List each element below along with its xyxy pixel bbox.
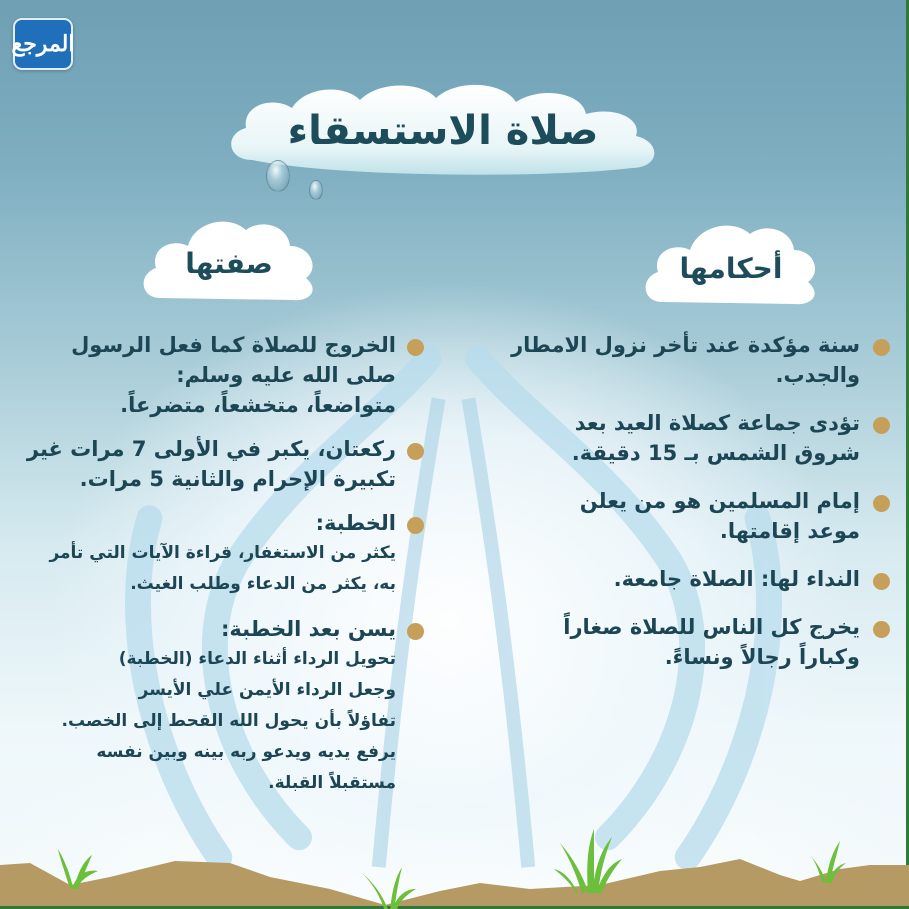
section-heading-right: أحكامها — [679, 251, 783, 285]
item-text: إمام المسلمين هو من يعلن — [579, 489, 860, 513]
item-text: صلى الله عليه وسلم: — [176, 363, 396, 387]
item-text: سنة مؤكدة عند تأخر نزول الامطار — [511, 333, 860, 357]
bullet-dot-icon — [873, 495, 890, 512]
ground-illustration — [0, 819, 909, 909]
section-heading-left: صفتها — [185, 246, 273, 280]
item-text: وكباراً رجالاً ونساءً. — [664, 645, 860, 669]
item-text: يرفع يديه ويدعو ربه بينه وبين نفسه — [96, 742, 396, 762]
list-item — [450, 330, 860, 390]
bullet-dot-icon — [407, 623, 424, 640]
item-text: يكثر من الاستغفار، قراءة الآيات التي تأمر — [49, 543, 396, 563]
item-text: والجدب. — [775, 363, 860, 387]
bullet-dot-icon — [873, 339, 890, 356]
section-heading-cloud-left — [138, 212, 320, 302]
item-text: تحويل الرداء أثناء الدعاء (الخطبة) — [118, 649, 396, 669]
item-text: شروق الشمس بـ 15 دقيقة. — [571, 441, 860, 465]
item-text: الخروج للصلاة كما فعل الرسول — [71, 333, 396, 357]
item-text: متواضعاً، متخشعاً، متضرعاً. — [120, 393, 396, 417]
list-item — [450, 408, 860, 468]
list-item — [450, 486, 860, 546]
section-heading-cloud-right — [640, 218, 822, 308]
bullet-dot-icon — [873, 417, 890, 434]
list-item — [450, 564, 860, 594]
item-text: النداء لها: الصلاة جامعة. — [613, 567, 860, 591]
item-text: وجعل الرداء الأيمن علي الأيسر — [138, 680, 396, 700]
page-title: صلاة الاستسقاء — [287, 108, 599, 154]
bullet-dot-icon — [407, 339, 424, 356]
rulings-list — [450, 330, 860, 690]
site-logo[interactable] — [13, 18, 73, 70]
list-item — [1, 614, 396, 799]
list-item — [1, 330, 396, 420]
list-item — [1, 434, 396, 494]
water-drop-icon — [266, 160, 290, 192]
list-item — [1, 508, 396, 600]
item-heading: يسن بعد الخطبة: — [220, 617, 396, 641]
item-text: تؤدى جماعة كصلاة العيد بعد — [574, 411, 860, 435]
logo-text: المرجع — [11, 31, 75, 57]
item-text: موعد إقامتها. — [719, 519, 860, 543]
item-text: تكبيرة الإحرام والثانية 5 مرات. — [79, 467, 396, 491]
item-text: به، يكثر من الدعاء وطلب الغيث. — [130, 574, 396, 594]
bullet-dot-icon — [873, 573, 890, 590]
list-item — [450, 612, 860, 672]
item-text: تفاؤلاً بأن يحول الله القحط إلى الخصب. — [61, 711, 396, 731]
item-text: ركعتان، يكبر في الأولى 7 مرات غير — [26, 437, 396, 461]
bullet-dot-icon — [407, 443, 424, 460]
description-list — [1, 330, 396, 813]
title-cloud — [222, 82, 664, 180]
water-drop-icon — [309, 180, 323, 200]
item-text: يخرج كل الناس للصلاة صغاراً — [563, 615, 860, 639]
bullet-dot-icon — [407, 517, 424, 534]
item-heading: الخطبة: — [315, 511, 396, 535]
item-text: مستقبلاً القبلة. — [268, 773, 396, 793]
bullet-dot-icon — [873, 621, 890, 638]
